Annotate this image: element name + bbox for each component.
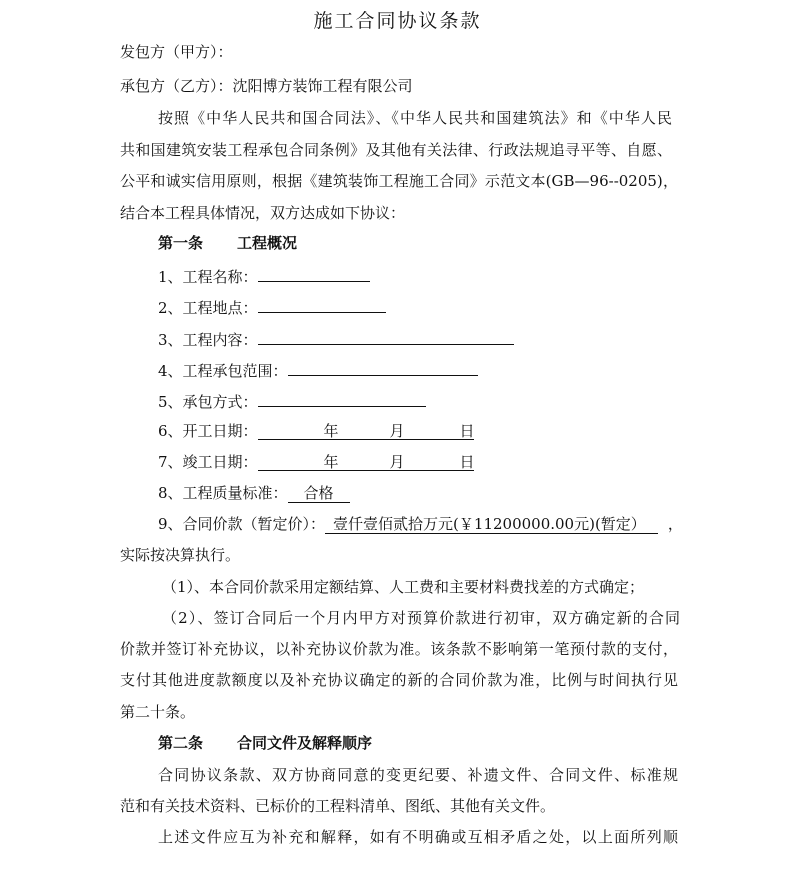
article-2-number: 第二条: [158, 734, 204, 752]
article-2-title: 合同文件及解释顺序: [237, 734, 373, 752]
clause-2-line-3: 支付其他进度款额度以及补充协议确定的新的合同价款为准，比例与时间执行见: [120, 671, 678, 689]
party-b-line: [120, 76, 413, 96]
article-2-heading: [158, 733, 372, 753]
clause-2-line-2: 价款并签订补充协议，以补充协议价款为准。该条款不影响第一笔预付款的支付，: [120, 640, 678, 658]
item-contract-scope-label: 4、工程承包范围：: [158, 362, 288, 380]
item-project-content: [158, 328, 514, 350]
item-start-date: [158, 421, 474, 441]
project-content-blank: [258, 328, 514, 345]
item-finish-date-label: 7、竣工日期：: [158, 453, 258, 471]
item-project-name-label: 1、工程名称：: [158, 268, 258, 286]
intro-line-1: 按照《中华人民共和国合同法》、《中华人民共和国建筑法》和《中华人民: [158, 109, 672, 127]
project-name-blank: [258, 265, 370, 282]
clause-1: （1）、本合同价款采用定额结算、人工费和主要材料费找差的方式确定；: [162, 578, 645, 596]
party-a-line: 发包方（甲方）：: [120, 43, 233, 61]
article-2-line-2: 范和有关技术资料、已标价的工程料清单、图纸、其他有关文件。: [120, 797, 556, 815]
start-date-day: 日: [459, 422, 475, 440]
intro-line-3: 公平和诚实信用原则，根据《建筑装饰工程施工合同》示范文本(GB—96--0205)，: [120, 172, 678, 190]
article-1-number: 第一条: [158, 234, 204, 252]
party-b-label: 承包方（乙方）：: [120, 77, 233, 95]
finish-date-year: 年: [323, 453, 339, 471]
item-contract-price: [158, 514, 683, 534]
quality-standard-value: 合格: [288, 484, 350, 503]
article-2-line-1: 合同协议条款、双方协商同意的变更纪要、补遗文件、合同文件、标准规: [158, 766, 678, 784]
item-contract-method: [158, 390, 426, 412]
intro-line-2: 共和国建筑安装工程承包合同条例》及其他有关法律、行政法规追寻平等、自愿、: [120, 141, 672, 159]
party-b-name: 沈阳博方装饰工程有限公司: [232, 77, 413, 95]
article-2-line-3: 上述文件应互为补充和解释，如有不明确或互相矛盾之处，以上面所列顺: [158, 828, 678, 846]
project-location-blank: [258, 296, 386, 313]
clause-2-line-4: 第二十条。: [120, 703, 196, 721]
price-note: 实际按决算执行。: [120, 546, 241, 564]
finish-date-day: 日: [459, 453, 475, 471]
start-date-blank: [258, 421, 474, 440]
article-1-title: 工程概况: [237, 234, 298, 252]
item-start-date-label: 6、开工日期：: [158, 422, 258, 440]
item-finish-date: [158, 452, 474, 472]
item-quality-standard: [158, 483, 350, 503]
contract-price-value: 壹仟壹佰贰拾万元(￥11200000.00元)(暂定）: [325, 515, 658, 534]
contract-price-comma: ，: [667, 515, 683, 533]
item-project-name: [158, 265, 370, 287]
contract-scope-blank: [288, 359, 478, 376]
finish-date-blank: [258, 452, 474, 471]
item-project-location: [158, 296, 386, 318]
article-1-heading: [158, 233, 297, 253]
start-date-year: 年: [323, 422, 339, 440]
item-project-content-label: 3、工程内容：: [158, 331, 258, 349]
item-quality-standard-label: 8、工程质量标准：: [158, 484, 288, 502]
start-date-month: 月: [389, 422, 405, 440]
item-contract-method-label: 5、承包方式：: [158, 393, 258, 411]
clause-2-line-1: （2）、签订合同后一个月内甲方对预算价款进行初审，双方确定新的合同: [162, 609, 680, 627]
document-title: 施工合同协议条款: [313, 10, 482, 32]
intro-line-4: 结合本工程具体情况，双方达成如下协议：: [120, 204, 406, 222]
item-project-location-label: 2、工程地点：: [158, 299, 258, 317]
contract-method-blank: [258, 390, 426, 407]
finish-date-month: 月: [389, 453, 405, 471]
item-contract-price-label: 9、合同价款（暂定价）：: [158, 515, 326, 533]
item-contract-scope: [158, 359, 478, 381]
